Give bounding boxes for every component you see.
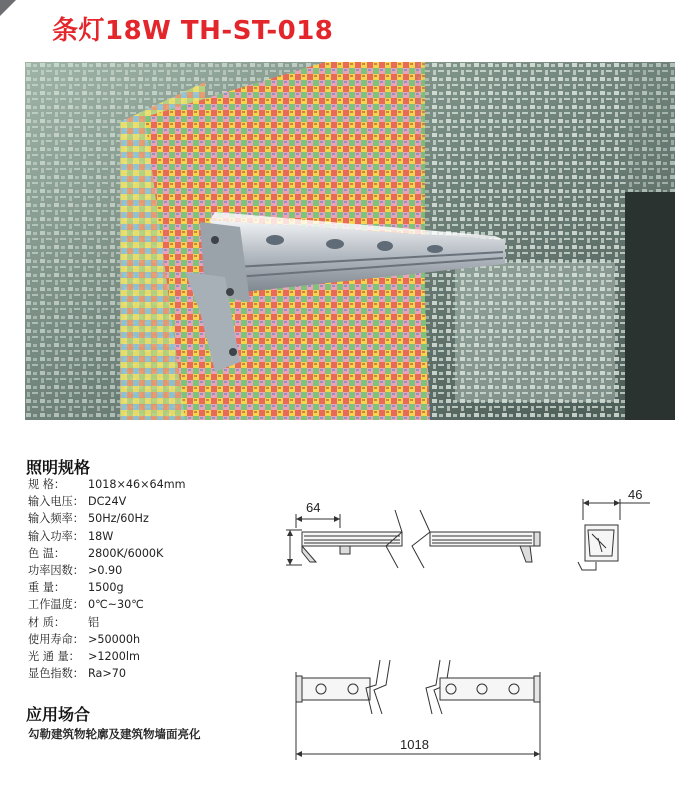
dimension-width-label: 46 (628, 487, 643, 502)
application-text: 勾勒建筑物轮廓及建筑物墙面亮化 (28, 727, 201, 741)
spec-value: 铝 (88, 615, 100, 629)
spec-value: DC24V (88, 495, 127, 509)
specs-heading: 照明规格 (26, 458, 91, 477)
spec-label: 输入功率： (28, 529, 84, 543)
spec-value: >0.90 (88, 564, 123, 578)
application-heading: 应用场合 (26, 705, 91, 724)
spec-value: >1200lm (88, 650, 140, 664)
dimension-height-label: 64 (306, 500, 321, 515)
page-title: 条灯18W TH-ST-018 (52, 16, 334, 46)
spec-value: Ra>70 (88, 667, 126, 681)
spec-value: 18W (88, 529, 114, 543)
spec-label: 色 温： (28, 546, 66, 560)
spec-label: 工作温度： (28, 598, 84, 612)
spec-value: 1018×46×64mm (88, 478, 186, 491)
spec-label: 输入电压： (28, 495, 84, 509)
spec-label: 输入频率： (28, 512, 84, 526)
spec-value: 2800K/6000K (88, 546, 164, 560)
spec-value: 50Hz/60Hz (88, 512, 149, 526)
spec-label: 材 质： (28, 615, 66, 629)
spec-label: 重 量： (28, 581, 66, 595)
spec-value: >50000h (88, 632, 141, 646)
spec-label: 使用寿命： (28, 632, 84, 646)
spec-label: 功率因数： (28, 564, 84, 578)
spec-label: 规 格： (28, 478, 66, 491)
spec-value: 0℃~30℃ (88, 598, 144, 612)
dimension-length-label: 1018 (400, 737, 429, 752)
spec-value: 1500g (88, 581, 124, 595)
spec-label: 光 通 量： (28, 650, 80, 664)
spec-label: 显色指数： (28, 667, 84, 681)
